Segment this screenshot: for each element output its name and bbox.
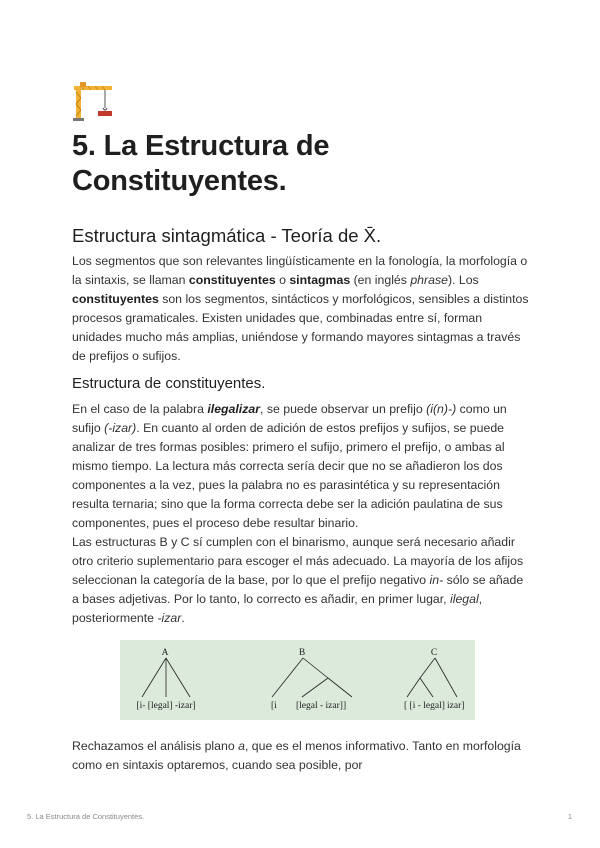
tree-a-leaves: [i- [legal] -izar] (136, 701, 196, 711)
subsection-heading: Estructura de constituyentes. (72, 375, 266, 392)
paragraph-ilegalizar: En el caso de la palabra ilegalizar, se puede observar un prefijo (i(n)-) como un sufijo (-izar). En cuanto al orden de adición de estos prefijos y sufijos, se puede analizar de tres formas posibles: primero el sufijo, primero el prefijo, o ambas al mismo tiempo. La lectura más correcta sería decir que no se añadieron los dos componentes a la vez, pues la palabra no es parasintética y su representación resulta ternaria; sino que la forma correcta debe ser la adición paulatina de sus componentes, pues el proceso debe resultar binario. (72, 402, 507, 530)
paragraph-intro: Los segmentos que son relevantes lingüísticamente en la fonología, la morfología o la sintaxis, se llaman constituyentes o sintagmas (en inglés phrase). Los constituyentes son los segmentos, sintácticos y morfológicos, sensibles a distintos procesos gramaticales. Existen unidades que, combinadas entre sí, forman unidades mucho más amplias, uniéndose y formando mayores sintagmas a través de prefijos o sufijos. (72, 254, 529, 363)
tree-c (404, 648, 464, 711)
tree-c-leaf-right: izar] (447, 701, 465, 711)
page-title: 5. La Estructura de Constituyentes. (72, 130, 330, 197)
tree-b-label: B (298, 648, 306, 658)
paragraph-flat-analysis: Rechazamos el análisis plano a, que es el menos informativo. Tanto en morfología como en sintaxis optaremos, cuando sea posible, por (72, 739, 521, 772)
construction-crane-icon (72, 80, 114, 122)
tree-diagrams-figure (120, 640, 475, 720)
tree-b (271, 648, 352, 711)
section-heading: Estructura sintagmática - Teoría de X̄. (72, 225, 382, 246)
tree-b-leaf-right: [legal - izar]] (296, 701, 347, 711)
page-number: 1 (567, 812, 572, 821)
tree-b-leaf-left: [i (271, 701, 277, 711)
footer-title: 5. La Estructura de Constituyentes. (27, 812, 145, 821)
paragraph-structures: Las estructuras B y C sí cumplen con el binarismo, aunque será necesario añadir otro criterio suplementario para escoger el más adecuado. La mayoría de los afijos seleccionan la categoría de la base, por lo que el prefijo negativo in- sólo se añade a bases adjetivas. Por lo tanto, lo correcto es añadir, en primer lugar, ilegal, posteriormente -izar. (72, 535, 524, 625)
tree-c-label: C (430, 648, 438, 658)
tree-a (136, 648, 195, 711)
tree-c-leaf-left: [ [i - legal] (404, 701, 445, 711)
tree-a-label: A (161, 648, 169, 658)
